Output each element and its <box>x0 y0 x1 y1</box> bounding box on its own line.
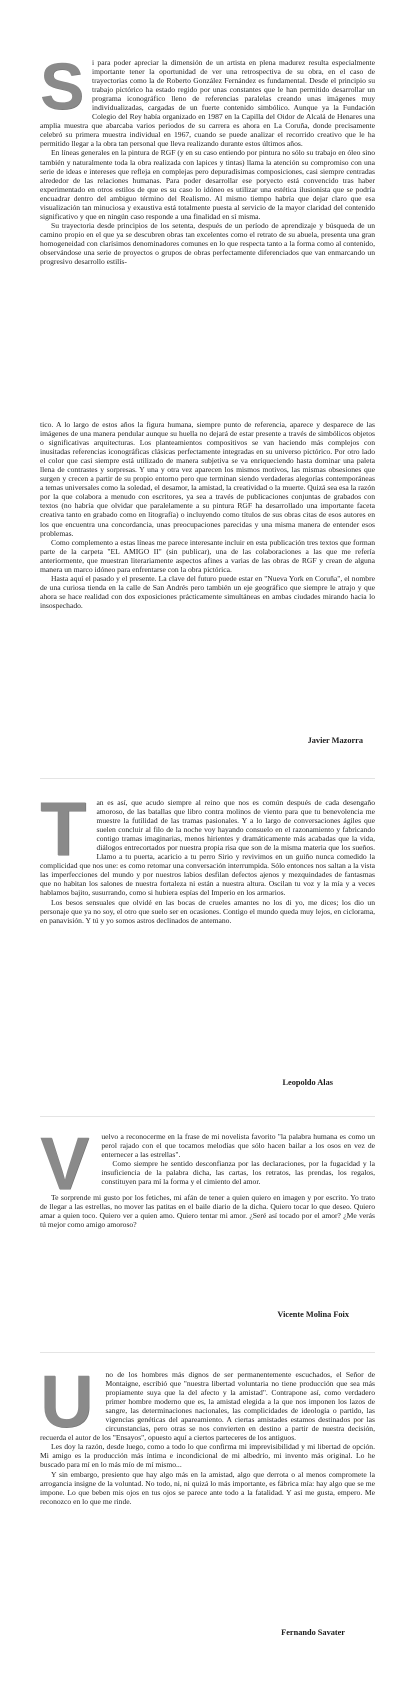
essay-molina-foix <box>40 1122 375 1230</box>
drop-cap-u: U <box>40 1360 94 1443</box>
drop-cap-t: T <box>40 787 87 872</box>
section-divider <box>40 778 375 779</box>
essay-paragraph: i para poder apreciar la dimensión de un artista en plena madurez resulta especialmente importante tener la oportunidad de ver una retrospectiva de su obra, en el caso de trayectorias como la de Roberto González Fernández es fundamental. Desde el principio su trabajo pictórico ha estado regido por unas constantes que le han permitido desarrollar un programa iconográfico lleno de referencias paralelas creando unas imágenes muy individualizadas, cargadas de un fuerte contenido simbólico. Aunque ya la Fundación Colegio del Rey había organizado en 1987 en la Capilla del Oidor de Alcalá de Henares una amplia muestra que abarcaba varios periodos de su carrera es ahora en La Coruña, donde precisamente celebró su primera muestra individual en 1967, cuando se puede analizar el recorrido creativo que le ha permitido llegar a la obra tan personal que lleva realizando durante estos últimos años. <box>40 58 375 149</box>
drop-cap-s: S <box>40 49 85 123</box>
essay-paragraph: no de los hombres más dignos de ser permanentemente escuchados, el Señor de Montaigne, escribió que "nuestra libertad voluntaria no tiene producción que sea más propiamente suya que la del afecto y la amistad". Contrapone así, como verdadero primer hombre moderno que es, la amistad elegida a la que nos imponen los lazos de sangre, las determinaciones nacionales, las complicidades de ideología o partido, las vigencias genéticas del apareamiento. A ciertas amistades estamos destinados por las circunstancias, pero otras se nos convierten en destino a partir de nuestra decisión, recuerda el autor de los "Ensayos", opuesto aquí a ciertos parteceres de los antiguos. <box>40 1370 375 1443</box>
author-signature: Leopoldo Alas <box>282 1078 333 1087</box>
essay-paragraph: Les doy la razón, desde luego, como a todo lo que confirma mi imprevisibilidad y mi libertad de opción. Mi amigo es la producción más íntima e incondicional de mi albedrío, mi invento más original. Lo he buscado para mí en lo más mío de mí mismo... <box>40 1442 375 1470</box>
essay-alas <box>40 787 375 925</box>
essay-paragraph: Su trayectoria desde principios de los setenta, después de un período de aprendizaje y búsqueda de un camino propio en el que ya se descubren obras tan excelentes como el retrato de su abuela, presenta una gran homogeneidad con clarísimos denominadores comunes en lo que respecta tanto a la forma como al contenido, observándose una serie de proyectos o grupos de obras perfectamente diferenciados que van enmarcando un progresivo desarrollo estilís- <box>40 220 375 267</box>
essay-paragraph: Como siempre he sentido desconfianza por las declaraciones, por la fugacidad y la insuficiencia de la palabra dicha, las cartas, los retratos, las prendas, los regalos, constituyen para mí la forma y el cimiento del amor. <box>101 1159 375 1187</box>
essay-paragraph: Te sorprende mi gusto por los fetiches, mi afán de tener a quien quiero en imagen y por escrito. Yo trato de llegar a las estrellas, no mover las patitas en el baile diario de la dicha. Quiero tocar lo que deseo. Quiero amar a quien toco. Quiero ver a quien amo. Quiero tentar mi amor. ¿Seré así tocado por el amor? ¿Me verás tú mejor como amigo amoroso? <box>40 1193 375 1230</box>
essay-paragraph: Como complemento a estas líneas me parece interesante incluir en esta publicación tres textos que forman parte de la carpeta "EL AMIGO II" (sin publicar), una de las colaboraciones a las que me refería anteriormente, que muestran literariamente aspectos afines a varias de las obras de RGF y crean de alguna manera un marco idóneo para enfrentarse con la obra pictórica. <box>40 537 375 574</box>
essay-paragraph: tico. A lo largo de estos años la figura humana, siempre punto de referencia, aparece y desparece de las imágenes de una manera pendular aunque su huella no dejará de estar presente a través de simbólicos objetos o significativas arquitecturas. Los planteamientos compositivos se van haciendo más complejos con inusitadas referencias iconográficas clásicas perfectamente integradas en su universo pictórico. Por otro lado el color que casi siempre está utilizado de manera subjetiva se va enriqueciendo hasta dominar una paleta llena de contrastes y sorpresas. Y una y otra vez aparecen los mismos motivos, las mismas obsesiones que surgen y crecen a partir de su propio entorno pero que terminan siendo verdaderas alegorías contemporáneas a temas universales como la soledad, el desamor, la amistad, la creatividad o la muerte. Quizá sea esa la razón por la que colabora a menudo con escritores, ya sea a través de publicaciones conjuntas de grabados con textos (no habría que olvidar que paralelamente a su pintura RGF ha desarrollado una importante faceta creativa tanto en grabado como en litografía) o incluyendo como títulos de sus obras citas de esos autores en los que encuentra una concordancia, unas preocupaciones parecidas y una misma manera de entender esos problemas. <box>40 420 375 538</box>
essay-paragraph: Los besos sensuales que olvidé en las bocas de crueles amantes no los di yo, me dices; los dio un personaje que ya no soy, el otro que suelo ser en ocasiones. Contigo el mundo queda muy lejos, en ciclorama, en panavisión. Y tú y yo somos astros declinados de antemano. <box>40 897 375 925</box>
essay-paragraph: En líneas generales en la pintura de RGF (y en su caso entiendo por pintura no sólo su trabajo en óleo sino también y naturalmente toda la obra realizada con lapices y tintas) llama la atención su compromiso con una serie de ideas e intereses que refleja en complejas pero depuradísimas composiciones, casi siempre centradas alrededor de las relaciones humanas. Para poder desarrollar ese poryecto está convencido tras haber experimentado en otros estilos de que es su caso lo idóneo es utilizar una estética ilusionista que se podría encuadrar dentro del ambiguo término del Realismo. Al mismo tiempo habría que dejar claro que esa visualización tan minuciosa y exaustiva está totalmente puesta al servicio de la mayor claridad del contenido significativo y que en ningún caso responde a una finalidad en sí misma. <box>40 148 375 221</box>
essay-paragraph: an es así, que acudo siempre al reino que nos es común después de cada desengaño amoroso, de las batallas que libro contra molinos de viento para que tu benevolencia me muestre la futilidad de las tramas pasionales. Y a lo largo de conversaciones ágiles que suelen concluir al filo de la noche voy hayando consuelo en el razonamiento y fabricando contigo tramas imaginarias, menos hirientes y dramáticamente más acabadas que la vida, diálogos entrecortados por nuestra propia risa que son de la misma materia que los sueños. Llamo a tu puerta, acaricio a tu perro Sirio y revivimos en un guiño nunca comedido la complicidad que nos une: es como retomar una conversación interrumpida. Sólo entonces nos saltan a la vista las imperfecciones del mundo y por nuestros labios desfilan defectos ajenos y mezquindades de fantasmas que no habitan los salones de nuestra fortaleza ni están a nuestra altura. Oscilan tu voz y la mía y a veces hablamos bajito, susurrando, como si hubiera espías del Imperio en los armarios. <box>40 798 375 898</box>
author-signature: Javier Mazorra <box>307 736 363 745</box>
essay-mazorra-continuation <box>40 420 375 610</box>
essay-mazorra-intro <box>40 49 375 267</box>
essay-paragraph: uelvo a reconocerme en la frase de mi novelista favorito "la palabra humana es como un perol rajado con el que tocamos melodías que sólo hacen bailar a los osos en vez de enternecer a las estrellas". <box>101 1132 375 1160</box>
essay-savater <box>40 1360 375 1506</box>
author-signature: Fernando Savater <box>281 1628 345 1637</box>
author-signature: Vicente Molina Foix <box>277 1310 349 1319</box>
drop-cap-v: V <box>40 1122 90 1205</box>
section-divider <box>40 1352 375 1353</box>
section-divider <box>40 1116 375 1117</box>
essay-paragraph: Hasta aquí el pasado y el presente. La clave del futuro puede estar en "Nueva York en Coruña", el nombre de una curiosa tienda en la calle de San Andrés pero también un eje geográfico que siempre le atrajo y que ahora se hace realidad con dos exposiciones prácticamente simultáneas en ambas ciudades mirando hacia lo insospechado. <box>40 573 375 610</box>
essay-paragraph: Y sin embargo, presiento que hay algo más en la amistad, algo que derrota o al menos compromete la arrogancia insigne de la voluntad. No todo, ni, ni quizá lo más importante, es fábrica mía: hay algo que se me impone. Lo que beben mis ojos en tus ojos se parece ante todo a la fatalidad. Y así me gusta, empero. Me reconozco en lo que me rinde. <box>40 1469 375 1506</box>
